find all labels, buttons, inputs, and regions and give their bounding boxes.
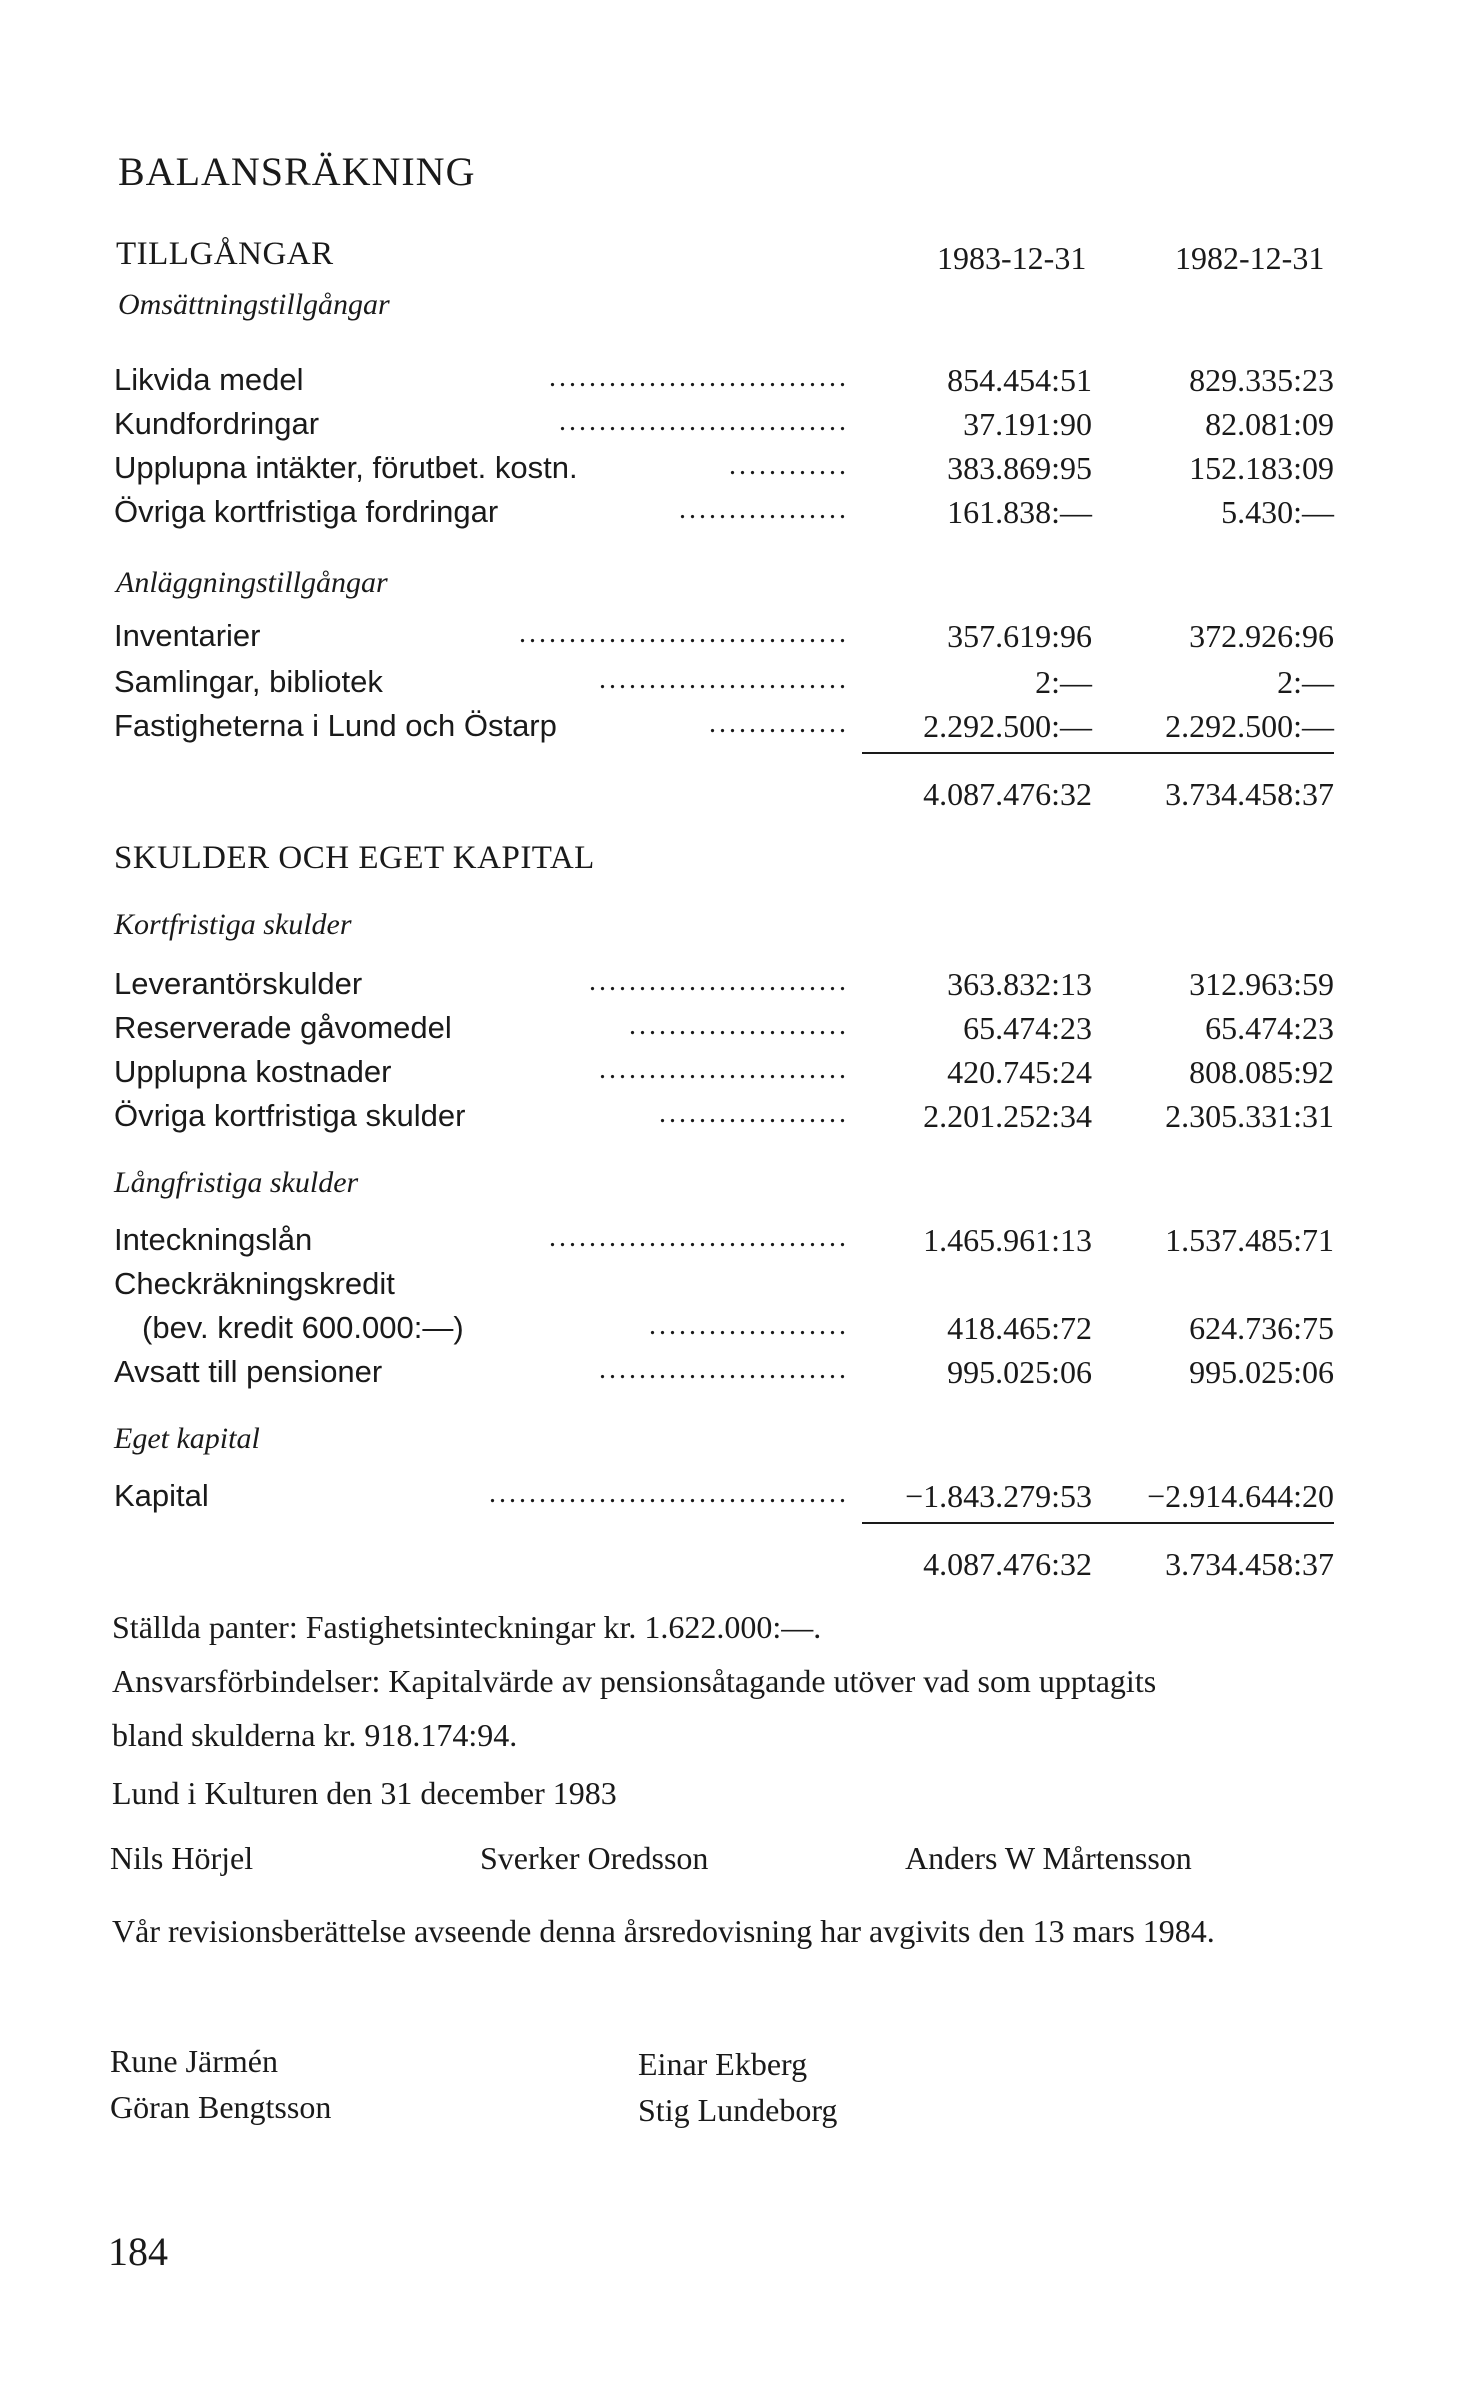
value-1983: 2.201.252:34 [923, 1098, 1092, 1134]
row-label: Checkräkningskredit [114, 1266, 395, 1301]
value-1983: 383.869:95 [947, 450, 1092, 486]
leader-dots: ............................. [559, 406, 849, 437]
value-1983: 363.832:13 [947, 966, 1092, 1002]
long-term-heading: Långfristiga skulder [114, 1166, 359, 1199]
equity-heading: Eget kapital [114, 1422, 260, 1455]
assets-heading: TILLGÅNGAR [116, 236, 334, 272]
value-1983: 37.191:90 [963, 406, 1092, 442]
leader-dots: .............................. [549, 1222, 849, 1253]
leader-dots: ...................... [629, 1010, 849, 1041]
value-1983: 2:— [1035, 664, 1092, 700]
current-assets-heading: Omsättningstillgångar [118, 288, 390, 321]
value-1982: 995.025:06 [1189, 1354, 1334, 1390]
table-row [114, 1310, 1334, 1350]
table-row [114, 1266, 1334, 1306]
value-1982: 372.926:96 [1189, 618, 1334, 654]
place-date: Lund i Kulturen den 31 december 1983 [112, 1775, 617, 1811]
auditor-name: Einar Ekberg [638, 2046, 808, 2082]
value-1982: 2.305.331:31 [1165, 1098, 1334, 1134]
value-1982: 312.963:59 [1189, 966, 1334, 1002]
auditor-name: Stig Lundeborg [638, 2092, 838, 2128]
liabilities-total-1983: 4.087.476:32 [923, 1546, 1092, 1582]
value-1983: 854.454:51 [947, 362, 1092, 398]
row-label: Samlingar, bibliotek [114, 664, 383, 699]
table-row [114, 1010, 1334, 1050]
row-label: Övriga kortfristiga skulder [114, 1098, 466, 1133]
table-row [114, 1354, 1334, 1394]
audit-statement: Vår revisionsberättelse avseende denna årsredovisning har avgivits den 13 mars 1984. [112, 1913, 1215, 1949]
signatory-name: Anders W Mårtensson [905, 1840, 1192, 1876]
table-row [114, 1054, 1334, 1094]
value-1983: 161.838:— [947, 494, 1092, 530]
assets-total-row [114, 776, 1334, 816]
leader-dots: ......................... [599, 664, 849, 695]
leader-dots: .............................. [549, 362, 849, 393]
value-1982: 152.183:09 [1189, 450, 1334, 486]
row-label: Likvida medel [114, 362, 304, 397]
row-label: Fastigheterna i Lund och Östarp [114, 708, 557, 743]
row-label: Leverantörskulder [114, 966, 363, 1001]
page-number: 184 [108, 2229, 168, 2274]
page-title: BALANSRÄKNING [118, 149, 476, 194]
value-1982: 82.081:09 [1205, 406, 1334, 442]
value-1983: 995.025:06 [947, 1354, 1092, 1390]
liabilities-total-row [114, 1546, 1334, 1586]
value-1982: 2.292.500:— [1165, 708, 1334, 744]
column-header-1983: 1983-12-31 [937, 240, 1087, 276]
value-1983: 420.745:24 [947, 1054, 1092, 1090]
value-1982: 1.537.485:71 [1165, 1222, 1334, 1258]
value-1982: 5.430:— [1221, 494, 1334, 530]
sum-rule [862, 1522, 1334, 1524]
row-label: Kapital [114, 1478, 209, 1513]
table-row [114, 406, 1334, 446]
row-label: Upplupna kostnader [114, 1054, 392, 1089]
liabilities-heading: SKULDER OCH EGET KAPITAL [114, 840, 595, 876]
table-row [114, 450, 1334, 490]
leader-dots: ......................... [599, 1054, 849, 1085]
leader-dots: ............ [729, 450, 849, 481]
table-row [114, 708, 1334, 748]
short-term-heading: Kortfristiga skulder [114, 908, 352, 941]
value-1983: 418.465:72 [947, 1310, 1092, 1346]
value-1982: 65.474:23 [1205, 1010, 1334, 1046]
column-header-1982: 1982-12-31 [1175, 240, 1325, 276]
value-1982: 808.085:92 [1189, 1054, 1334, 1090]
row-label: Inventarier [114, 618, 261, 653]
leader-dots: .............. [709, 708, 849, 739]
row-label: Upplupna intäkter, förutbet. kostn. [114, 450, 578, 485]
table-row [114, 1098, 1334, 1138]
row-label: Kundfordringar [114, 406, 320, 441]
value-1982: −2.914.644:20 [1147, 1478, 1334, 1514]
table-row [114, 1478, 1334, 1518]
auditor-name: Göran Bengtsson [110, 2089, 332, 2125]
assets-total-1983: 4.087.476:32 [923, 776, 1092, 812]
value-1983: 1.465.961:13 [923, 1222, 1092, 1258]
fixed-assets-heading: Anläggningstillgångar [116, 566, 388, 599]
row-label: (bev. kredit 600.000:—) [142, 1310, 464, 1345]
contingent-liabilities-note: Ansvarsförbindelser: Kapitalvärde av pensionsåtagande utöver vad som upptagits bland skulderna kr. 918.174:94. [112, 1663, 1157, 1753]
leader-dots: ................................. [519, 618, 849, 649]
row-label: Inteckningslån [114, 1222, 313, 1257]
value-1982: 2:— [1277, 664, 1334, 700]
liabilities-total-1982: 3.734.458:37 [1165, 1546, 1334, 1582]
value-1983: 65.474:23 [963, 1010, 1092, 1046]
table-row [114, 618, 1334, 658]
leader-dots: .................................... [489, 1478, 849, 1509]
pledged-assets-note: Ställda panter: Fastighetsinteckningar kr. 1.622.000:—. [112, 1609, 822, 1645]
value-1983: 2.292.500:— [923, 708, 1092, 744]
table-row [114, 362, 1334, 402]
signatory-name: Sverker Oredsson [480, 1840, 709, 1876]
table-row [114, 966, 1334, 1006]
table-row [114, 664, 1334, 704]
value-1982: 624.736:75 [1189, 1310, 1334, 1346]
sum-rule [862, 752, 1334, 754]
value-1983: −1.843.279:53 [905, 1478, 1092, 1514]
value-1983: 357.619:96 [947, 618, 1092, 654]
table-row [114, 1222, 1334, 1262]
row-label: Reserverade gåvomedel [114, 1010, 452, 1045]
assets-total-1982: 3.734.458:37 [1165, 776, 1334, 812]
leader-dots: ................. [679, 494, 849, 525]
leader-dots: .......................... [589, 966, 849, 997]
value-1982: 829.335:23 [1189, 362, 1334, 398]
row-label: Avsatt till pensioner [114, 1354, 383, 1389]
auditor-name: Rune Järmén [110, 2043, 278, 2079]
table-row [114, 494, 1334, 534]
leader-dots: .................... [649, 1310, 849, 1341]
signatory-name: Nils Hörjel [110, 1840, 254, 1876]
leader-dots: ................... [659, 1098, 849, 1129]
row-label: Övriga kortfristiga fordringar [114, 494, 499, 529]
leader-dots: ......................... [599, 1354, 849, 1385]
